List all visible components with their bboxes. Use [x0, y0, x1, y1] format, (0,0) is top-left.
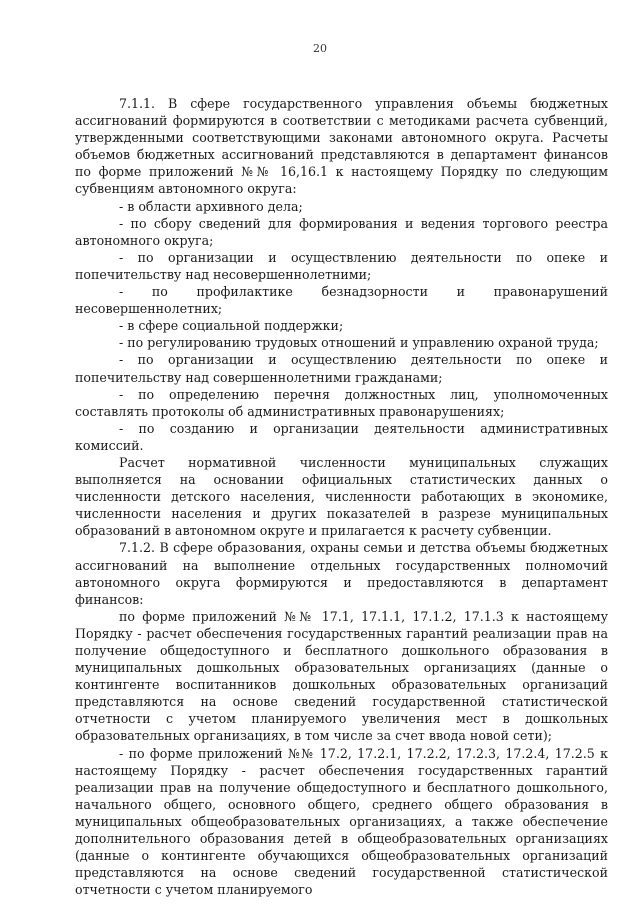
list-item: - по определению перечня должностных лиц, уполномоченных составлять протоколы об административных правонарушениях;: [75, 386, 608, 419]
page-number: 20: [313, 42, 327, 55]
list-item: - в области архивного дела;: [119, 198, 303, 214]
paragraph-staff-calculation: Расчет нормативной численности муниципальных служащих выполняется на основании официальных статистических данных о численности детского населения, численности работающих в экономике, численности населения и других показателей в разрезе муниципальных образований в автономном округе и прилагается к расчету субвенции.: [75, 454, 608, 539]
list-item: - по созданию и организации деятельности административных комиссий.: [75, 420, 608, 453]
paragraph-7-1-2: 7.1.2. В сфере образования, охраны семьи и детства объемы бюджетных ассигнований на выполнение отдельных государственных полномочий автономного округа формируются и предоставляются в департамент финансов:: [75, 540, 608, 607]
list-item: - по профилактике безнадзорности и правонарушений несовершеннолетних;: [75, 284, 608, 317]
document-body: [75, 95, 608, 898]
list-item: - по организации и осуществлению деятельности по опеке и попечительству над совершеннолетними гражданами;: [75, 352, 608, 385]
list-item: - по регулированию трудовых отношений и управлению охраной труда;: [119, 335, 599, 351]
paragraph-7-1-1: 7.1.1. В сфере государственного управления объемы бюджетных ассигнований формируются в соответствии с методиками расчета субвенций, утвержденными соответствующими законами автономного округа. Расчеты объемов бюджетных ассигнований представляются в департамент финансов по форме приложений №№ 16,16.1 к настоящему Порядку по следующим субвенциям автономного округа:: [75, 96, 608, 197]
paragraph-form-17-1: по форме приложений №№ 17.1, 17.1.1, 17.1.2, 17.1.3 к настоящему Порядку - расчет обеспечения государственных гарантий реализации прав на получение общедоступного и бесплатного дошкольного образования в муниципальных дошкольных образовательных организациях (данные о контингенте воспитанников дошкольных образовательных организаций представляются на основе сведений государственной статистической отчетности с учетом планируемого увеличения мест в дошкольных образовательных организациях, в том числе за счет ввода новой сети);: [75, 608, 608, 744]
list-item: - по организации и осуществлению деятельности по опеке и попечительству над несовершеннолетними;: [75, 249, 608, 282]
paragraph-form-17-2: - по форме приложений №№ 17.2, 17.2.1, 17.2.2, 17.2.3, 17.2.4, 17.2.5 к настоящему Порядку - расчет обеспечения государственных гарантий реализации прав на получение общедоступного и бесплатного дошкольного, начального общего, основного общего, среднего общего образования в муниципальных общеобразовательных организациях, а также обеспечение дополнительного образования детей в общеобразовательных организациях (данные о контингенте обучающихся общеобразовательных организаций представляются на основе сведений государственной статистической отчетности с учетом планируемого: [75, 745, 608, 898]
list-item: - в сфере социальной поддержки;: [119, 318, 344, 334]
list-item: - по сбору сведений для формирования и ведения торгового реестра автономного округа;: [75, 215, 608, 248]
